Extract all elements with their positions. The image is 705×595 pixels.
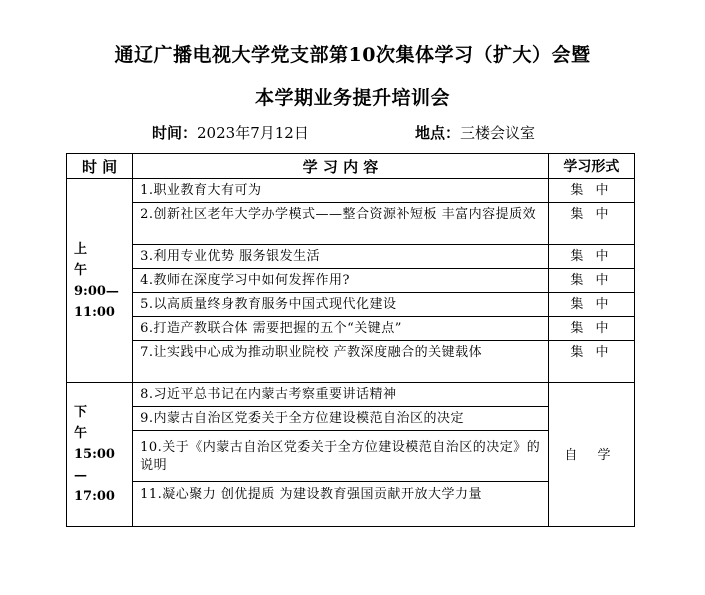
afternoon-session-cell — [67, 383, 133, 527]
table-row — [67, 203, 635, 245]
time-value: 2023年7月12日 — [197, 124, 309, 142]
morning-time-start: 9:00— — [74, 283, 119, 299]
content-item: 5.以高质量终身教育服务中国式现代化建设 — [133, 293, 549, 317]
table-row — [67, 245, 635, 269]
content-item: 9.内蒙古自治区党委关于全方位建设模范自治区的决定 — [133, 407, 549, 431]
afternoon-time-end: 17:00 — [74, 489, 115, 504]
time-label: 时间： — [152, 124, 198, 142]
table-row — [67, 341, 635, 383]
afternoon-label: 下 午 — [74, 405, 100, 441]
content-item: 3.利用专业优势 服务银发生活 — [133, 245, 549, 269]
content-item: 7.让实践中心成为推动职业院校 产教深度融合的关键载体 — [133, 341, 549, 383]
table-row — [67, 293, 635, 317]
table-row — [67, 269, 635, 293]
form-item: 集 中 — [548, 317, 634, 341]
place-value: 三楼会议室 — [460, 124, 536, 142]
header-form: 学习形式 — [548, 154, 634, 179]
place-label: 地点： — [415, 124, 461, 142]
meeting-time — [152, 122, 309, 143]
header-time: 时 间 — [67, 154, 133, 179]
schedule-table — [66, 153, 635, 527]
table-row — [67, 179, 635, 203]
form-item: 集 中 — [548, 179, 634, 203]
content-item: 2.创新社区老年大学办学模式——整合资源补短板 丰富内容提质效 — [133, 203, 549, 245]
table-header-row — [67, 154, 635, 179]
content-item: 11.凝心聚力 创优提质 为建设教育强国贡献开放大学力量 — [133, 482, 549, 527]
afternoon-form: 自 学 — [548, 383, 634, 527]
content-item: 1.职业教育大有可为 — [133, 179, 549, 203]
morning-session-cell — [67, 179, 133, 383]
table-row — [67, 317, 635, 341]
document-title-line1: 通辽广播电视大学党支部第10次集体学习（扩大）会暨 — [114, 44, 591, 66]
morning-label: 上 午 — [74, 241, 100, 278]
afternoon-time-start: 15:00 — [74, 447, 115, 462]
content-item: 6.打造产教联合体 需要把握的五个“关键点” — [133, 317, 549, 341]
morning-time-end: 11:00 — [74, 304, 115, 320]
form-item: 集 中 — [548, 203, 634, 245]
content-item: 8.习近平总书记在内蒙古考察重要讲话精神 — [133, 383, 549, 407]
form-item: 集 中 — [548, 269, 634, 293]
table-row — [67, 383, 635, 407]
afternoon-time-dash: — — [74, 468, 87, 483]
header-content: 学 习 内 容 — [133, 154, 549, 179]
content-item: 4.教师在深度学习中如何发挥作用? — [133, 269, 549, 293]
form-item: 集 中 — [548, 245, 634, 269]
form-item: 集 中 — [548, 293, 634, 317]
content-item: 10.关于《内蒙古自治区党委关于全方位建设模范自治区的决定》的说明 — [133, 431, 549, 482]
form-item: 集 中 — [548, 341, 634, 383]
meeting-place — [415, 122, 535, 143]
document-title-line2: 本学期业务提升培训会 — [254, 87, 450, 109]
